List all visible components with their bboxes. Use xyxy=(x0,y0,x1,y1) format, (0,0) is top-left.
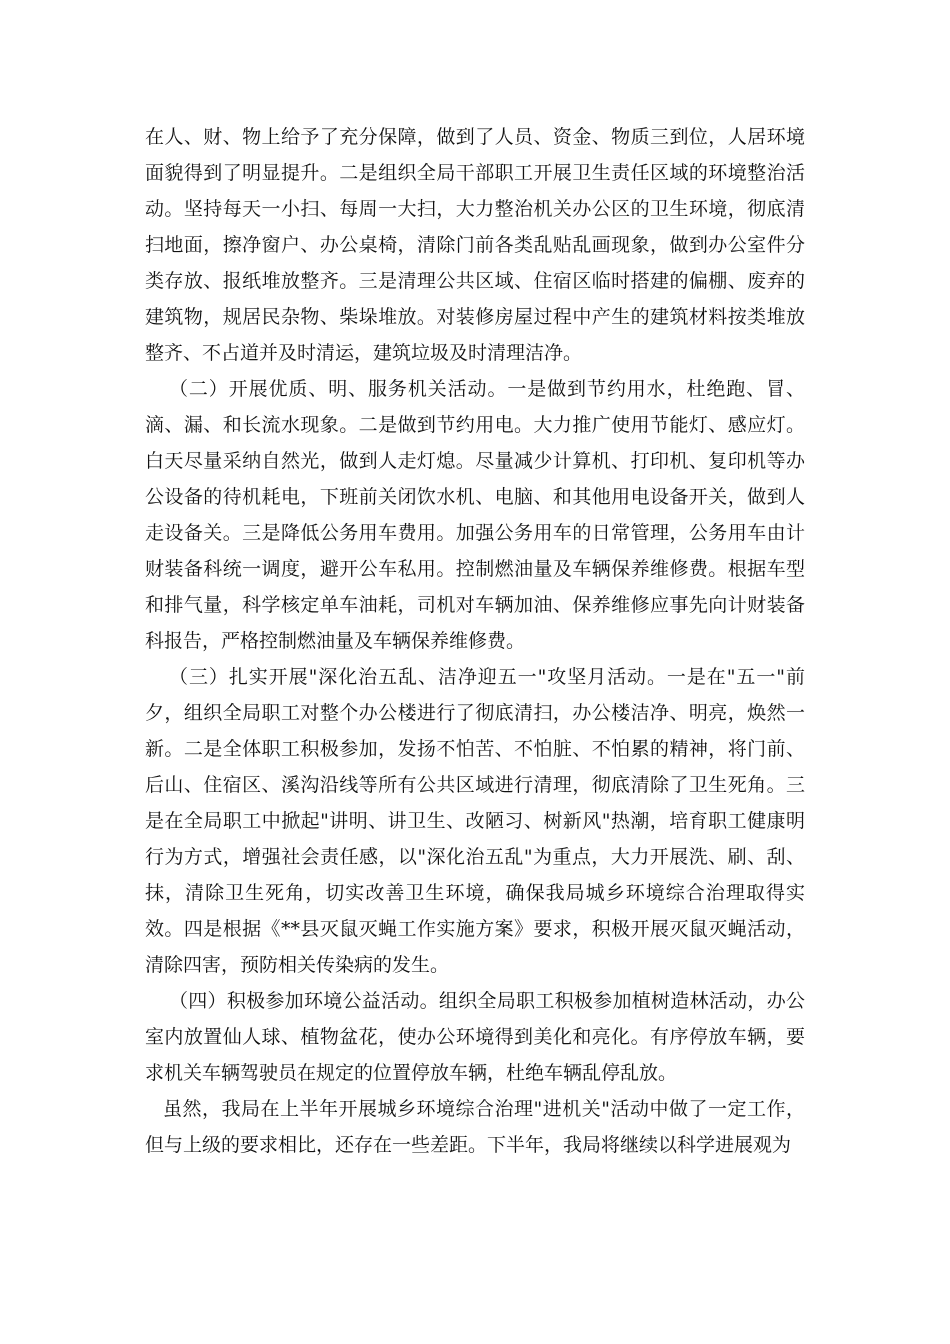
paragraph-section-three: （三）扎实开展"深化治五乱、洁净迎五一"攻坚月活动。一是在"五一"前夕，组织全局职工对整个办公楼进行了彻底清扫，办公楼洁净、明亮，焕然一新。二是全体职工积极参加，发扬不怕苦、不怕脏、不怕累的精神，将门前、后山、住宿区、溪沟沿线等所有公共区域进行清理，彻底清除了卫生死角。三是在全局职工中掀起"讲明、讲卫生、改陋习、树新风"热潮，培育职工健康明行为方式，增强社会责任感，以"深化治五乱"为重点，大力开展洗、刷、刮、抹，清除卫生死角，切实改善卫生环境，确保我局城乡环境综合治理取得实效。四是根据《**县灭鼠灭蝇工作实施方案》要求，积极开展灭鼠灭蝇活动，清除四害，预防相关传染病的发生。 xyxy=(145,666,805,976)
paragraph-section-two: （二）开展优质、明、服务机关活动。一是做到节约用水，杜绝跑、冒、滴、漏、和长流水现象。二是做到节约用电。大力推广使用节能灯、感应灯。白天尽量采纳自然光，做到人走灯熄。尽量减少计算机、打印机、复印机等办公设备的待机耗电，下班前关闭饮水机、电脑、和其他用电设备开关，做到人走设备关。三是降低公务用车费用。加强公务用车的日常管理，公务用车由计财装备科统一调度，避开公车私用。控制燃油量及车辆保养维修费。根据车型和排气量，科学核定单车油耗，司机对车辆加油、保养维修应事先向计财装备科报告，严格控制燃油量及车辆保养维修费。 xyxy=(145,378,805,652)
document-body xyxy=(145,119,805,1163)
paragraph-summary: 虽然，我局在上半年开展城乡环境综合治理"进机关"活动中做了一定工作，但与上级的要求相比，还存在一些差距。下半年，我局将继续以科学进展观为 xyxy=(145,1098,805,1156)
paragraph-environment-cleanup: 在人、财、物上给予了充分保障，做到了人员、资金、物质三到位，人居环境面貌得到了明显提升。二是组织全局干部职工开展卫生责任区域的环境整治活动。坚持每天一小扫、每周一大扫，大力整治机关办公区的卫生环境，彻底清扫地面，擦净窗户、办公桌椅，清除门前各类乱贴乱画现象，做到办公室件分类存放、报纸堆放整齐。三是清理公共区域、住宿区临时搭建的偏棚、废弃的建筑物，规居民杂物、柴垛堆放。对装修房屋过程中产生的建筑材料按类堆放整齐、不占道并及时清运，建筑垃圾及时清理洁净。 xyxy=(145,126,805,364)
paragraph-section-four: （四）积极参加环境公益活动。组织全局职工积极参加植树造林活动，办公室内放置仙人球、植物盆花，使办公环境得到美化和亮化。有序停放车辆，要求机关车辆驾驶员在规定的位置停放车辆，杜绝车辆乱停乱放。 xyxy=(145,990,805,1084)
